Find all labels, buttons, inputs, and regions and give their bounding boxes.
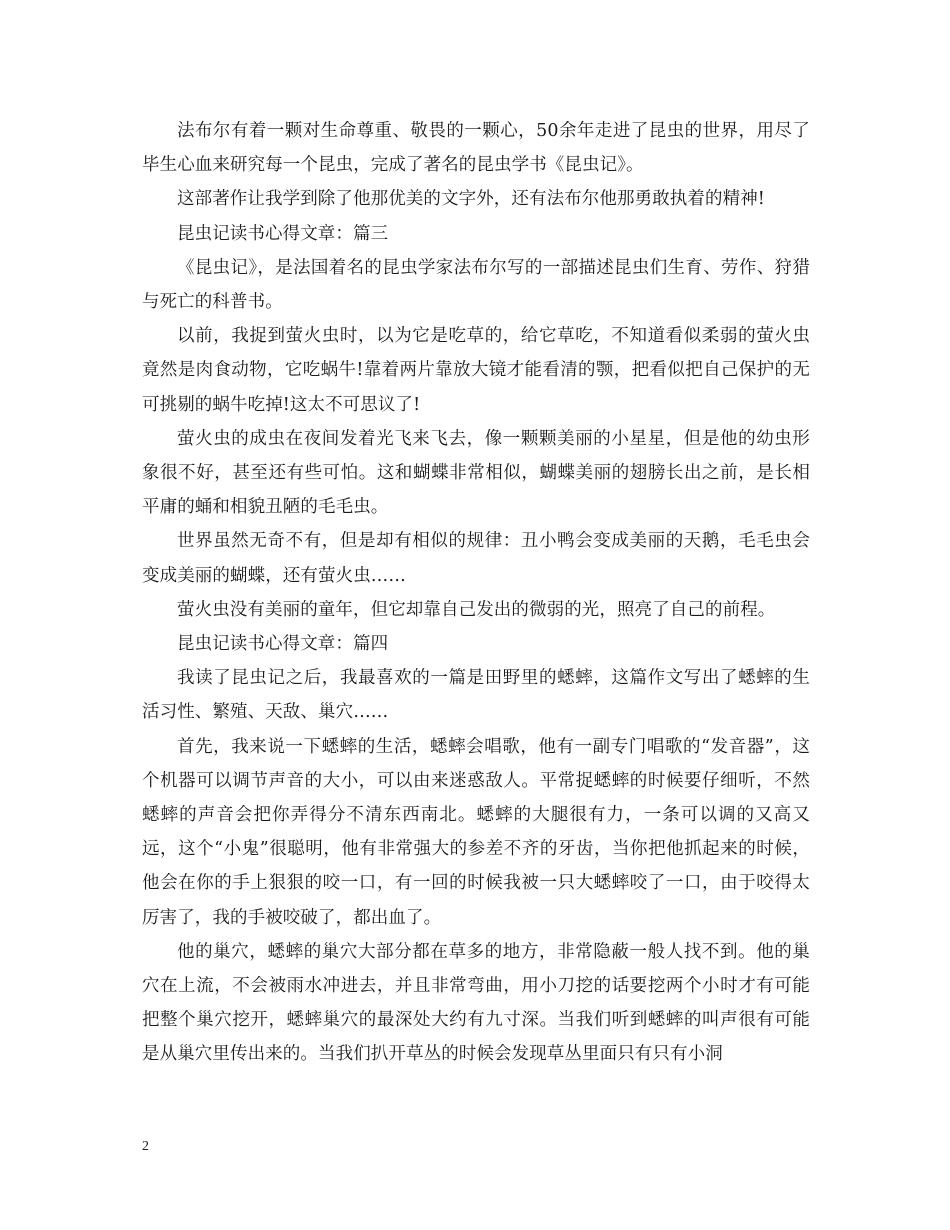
paragraph-4: 《昆虫记》，是法国着名的昆虫学家法布尔写的一部描述昆虫们生育、劳作、狩猎与死亡的科普书。 (142, 257, 810, 313)
paragraph-12: 他的巢穴，蟋蟀的巢穴大部分都在草多的地方，非常隐蔽一般人找不到。他的巢穴在上流，不会被雨水冲进去，并且非常弯曲，用小刀挖的话要挖两个小时才有可能把整个巢穴挖开，蟋蟀巢穴的最深处大约有九寸深。当我们听到蟋蟀的叫声很有可能是从巢穴里传出来的。当我们扒开草丛的时候会发现草丛里面只有只有小洞 (142, 941, 810, 1065)
page-number: 2 (142, 1139, 149, 1154)
section-heading-4: 昆虫记读书心得文章：篇四 (177, 634, 389, 655)
paragraph-6: 萤火虫的成虫在夜间发着光飞来飞去，像一颗颗美丽的小星星，但是他的幼虫形象很不好，甚至还有些可怕。这和蝴蝶非常相似，蝴蝶美丽的翅膀长出之前，是长相平庸的蛹和相貌丑陋的毛毛虫。 (142, 428, 810, 518)
paragraph-10: 我读了昆虫记之后，我最喜欢的一篇是田野里的蟋蟀，这篇作文写出了蟋蟀的生活习性、繁殖、天敌、巢穴…… (142, 668, 810, 723)
paragraph-8: 萤火虫没有美丽的童年，但它却靠自己发出的微弱的光，照亮了自己的前程。 (177, 599, 776, 620)
document-body (142, 114, 810, 1072)
paragraph-7: 世界虽然无奇不有，但是却有相似的规律：丑小鸭会变成美丽的天鹅，毛毛虫会变成美丽的蝴蝶，还有萤火虫…… (142, 531, 810, 586)
paragraph-1: 法布尔有着一颗对生命尊重、敬畏的一颗心，50余年走进了昆虫的世界，用尽了毕生心血来研究每一个昆虫，完成了著名的昆虫学书《昆虫记》。 (142, 121, 810, 176)
section-heading-3: 昆虫记读书心得文章：篇三 (177, 223, 389, 244)
paragraph-11: 首先，我来说一下蟋蟀的生活，蟋蟀会唱歌，他有一副专门唱歌的“发音器”，这个机器可以调节声音的大小，可以由来迷惑敌人。平常捉蟋蟀的时候要仔细听，不然蟋蟀的声音会把你弄得分不清东西南北。蟋蟀的大腿很有力，一条可以调的又高又远，这个“小鬼”很聪明，他有非常强大的参差不齐的牙齿，当你把他抓起来的时候，他会在你的手上狠狠的咬一口，有一回的时候我被一只大蟋蟀咬了一口，由于咬得太厉害了，我的手被咬破了，都出血了。 (142, 736, 810, 928)
paragraph-5: 以前，我捉到萤火虫时，以为它是吃草的，给它草吃，不知道看似柔弱的萤火虫竟然是肉食动物，它吃蜗牛!靠着两片靠放大镜才能看清的颚，把看似把自己保护的无可挑剔的蜗牛吃掉!这太不可思议了! (142, 326, 810, 415)
paragraph-2: 这部著作让我学到除了他那优美的文字外，还有法布尔他那勇敢执着的精神! (177, 189, 765, 210)
